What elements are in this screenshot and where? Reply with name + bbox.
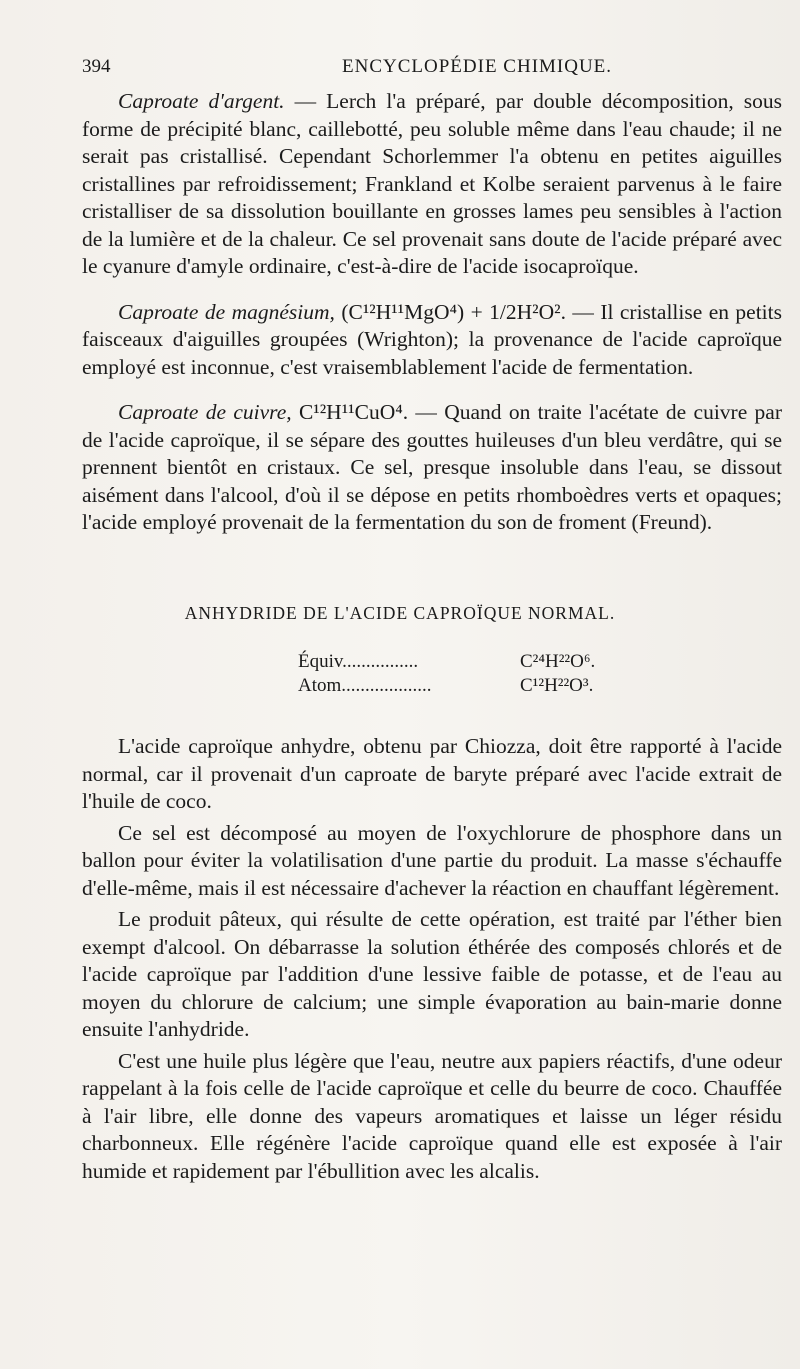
running-title: ENCYCLOPÉDIE CHIMIQUE.: [342, 56, 613, 77]
paragraph-text: C¹²H¹¹CuO⁴. — Quand on traite l'acétate de cuivre par de l'acide caproïque, il se sépare des gouttes huileuses d'un bleu verdâtre, qui se prennent bientôt en cristaux. Ce sel, presque insoluble dans l'eau, se dissout aisément dans l'alcool, d'où il se dépose en petits rhomboèdres verts et opaques; l'acide employé provenait de la fermentation du son de froment (Freund).: [82, 400, 783, 534]
page-number: 394: [82, 56, 111, 77]
paragraph-anhydride-preparation: Ce sel est décomposé au moyen de l'oxychlorure de phosphore dans un ballon pour éviter la volatilisation d'une partie du produit. La masse s'échauffe d'elle-même, mais il est nécessaire d'achever la réaction en chauffant légèrement.: [82, 820, 782, 900]
paragraph-lead: Caproate d'argent.: [118, 89, 285, 113]
paragraph-lead: Caproate de magnésium,: [118, 299, 335, 324]
lower-text-block: [82, 733, 782, 1189]
formula-value: C²⁴H²²O⁶.: [520, 651, 596, 672]
paragraph-lead: Caproate de cuivre,: [118, 400, 292, 424]
page-header: [82, 56, 770, 84]
paragraph-text: (C¹²H¹¹MgO⁴) + 1/2H²O². — Il cristallise en petits faisceaux d'aiguilles groupées (Wrighton); la provenance de l'acide caproïque employé est inconnue, c'est vraisemblablement l'acide de fermentation.: [82, 299, 782, 379]
paragraph-anhydride-origin: L'acide caproïque anhydre, obtenu par Chiozza, doit être rapporté à l'acide normal, car il provenait d'un caproate de baryte préparé avec l'acide extrait de l'huile de coco.: [82, 734, 782, 813]
formula-row-atom: [298, 675, 593, 697]
paragraph-caproate-magnesium: [82, 299, 782, 382]
paragraph-anhydride-properties: C'est une huile plus légère que l'eau, neutre aux papiers réactifs, d'une odeur rappelant à la fois celle de l'acide caproïque et celle du beurre de coco. Chauffée à l'air libre, elle donne des vapeurs aromatiques et laisse un léger résidu charbonneux. Elle régénère l'acide caproïque quand elle est exposée à l'air humide et rapidement par l'ébullition avec les alcalis.: [82, 1048, 782, 1183]
paragraph-caproate-cuivre: [82, 399, 782, 537]
paragraph-caproate-argent: [82, 88, 782, 281]
paragraph-anhydride-purification: Le produit pâteux, qui résulte de cette opération, est traité par l'éther bien exempt d'alcool. On débarrasse la solution éthérée des composés chlorés et de l'acide caproïque par l'addition d'une lessive faible de potasse, et de l'eau au moyen du chlorure de calcium; une simple évaporation au bain-marie donne ensuite l'anhydride.: [82, 907, 782, 1041]
formula-row-equiv: [298, 651, 595, 673]
paragraph-text: — Lerch l'a préparé, par double décomposition, sous forme de précipité blanc, caillebotté, peu soluble même dans l'eau chaude; il ne serait pas cristallisé. Cependant Schorlemmer l'a obtenu en petites aiguilles cristallines par refroidissement; Frankland et Kolbe seraient parvenus à le faire cristalliser de sa dissolution bouillante en grosses lames peu sensibles à l'action de la lumière et de la chaleur. Ce sel provenait sans doute de l'acide préparé avec le cyanure d'amyle ordinaire, c'est-à-dire de l'acide isocaproïque.: [82, 89, 783, 278]
formula-value: C¹²H²²O³.: [520, 675, 594, 696]
upper-text-block: [82, 88, 782, 555]
formula-label: Atom...................: [298, 675, 432, 696]
section-title: ANHYDRIDE DE L'ACIDE CAPROÏQUE NORMAL.: [184, 603, 616, 623]
formula-label: Équiv................: [298, 651, 419, 672]
